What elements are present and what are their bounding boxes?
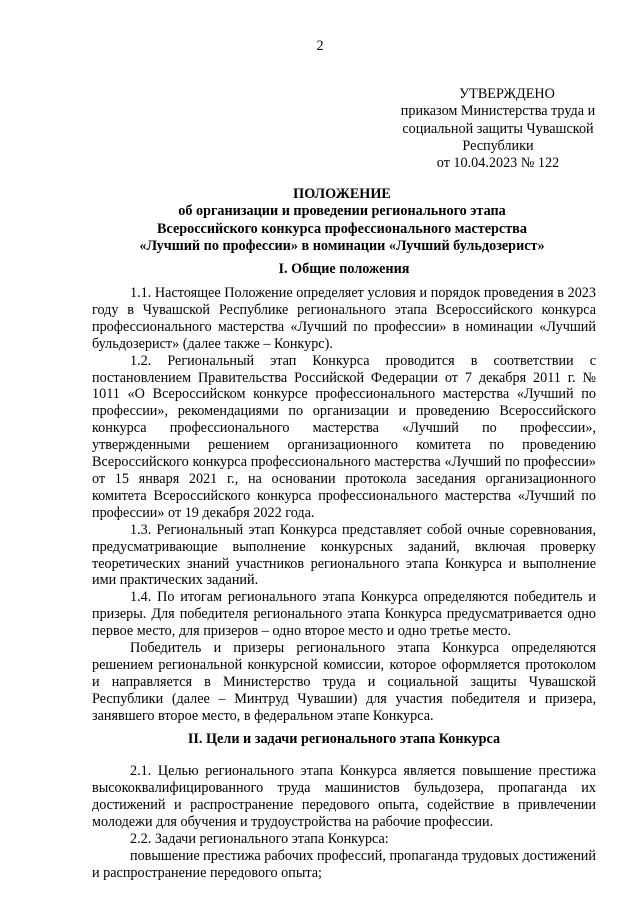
paragraph: 1.1. Настоящее Положение определяет условия и порядок проведения в 2023 году в Чувашской Республике регионального этапа Всероссийского конкурса профессионального мастерства «Лучший по профессии» в номинации «Лучший бульдозерист» (далее также – Конкурс).: [92, 285, 596, 352]
approval-line: социальной защиты Чувашской: [402, 120, 594, 137]
paragraph: 1.2. Региональный этап Конкурса проводится в соответствии с постановлением Правительства Российской Федерации от 7 декабря 2011 г. № 1011 «О Всероссийском конкурсе профессионального мастерства «Лучший по профессии», рекомендациями по организации и проведению Всероссийского конкурса профессионального мастерства «Лучший по профессии», утвержденными решением организационного комитета по проведению Всероссийского конкурса профессионального мастерства «Лучший по профессии» от 15 января 2021 г., на основании протокола заседания организационного комитета Всероссийского конкурса профессионального мастерства «Лучший по профессии» от 19 декабря 2022 года.: [92, 352, 596, 521]
title-line: Всероссийского конкурса профессионального мастерства: [157, 220, 527, 237]
paragraph: 1.3. Региональный этап Конкурса представляет собой очные соревнования, предусматривающие выполнение конкурсных заданий, включая проверку теоретических знаний участников регионального этапа Конкурса и выполнение ими практических заданий.: [92, 521, 596, 589]
paragraph: 2.2. Задачи регионального этапа Конкурса:: [130, 831, 389, 848]
paragraph: 1.4. По итогам регионального этапа Конкурса определяются победитель и призеры. Для победителя регионального этапа Конкурса предусматривается одно первое место, для призеров – одно второе место и одно третье место.: [92, 589, 596, 640]
section-heading: II. Цели и задачи регионального этапа Конкурса: [187, 730, 501, 747]
paragraph: Победитель и призеры регионального этапа Конкурса определяются решением региональной конкурсной комиссии, которое оформляется протоколом и направляется в Министерство труда и социальной защиты Чувашской Республики (далее – Минтруд Чувашии) для участия победителя и призера, занявшего второе место, в федеральном этапе Конкурса.: [92, 640, 596, 724]
approval-date: от 10.04.2023 № 122: [436, 155, 560, 172]
approval-line: Республики: [462, 137, 534, 154]
approval-line: приказом Министерства труда и: [400, 103, 596, 120]
paragraph: 2.1. Целью регионального этапа Конкурса является повышение престижа высококвалифицированного труда машинистов бульдозера, пропаганда их достижений и распространение передового опыта, содействие в привлечении молодежи для обучения и трудоустройства на рабочие профессии.: [92, 763, 596, 831]
section-heading: I. Общие положения: [278, 261, 410, 277]
approval-stamp: [393, 86, 603, 172]
document-body: [92, 285, 596, 882]
title-line: ПОЛОЖЕНИЕ: [293, 186, 391, 202]
page-number: 2: [316, 38, 324, 54]
title-line: «Лучший по профессии» в номинации «Лучший бульдозерист»: [139, 238, 545, 255]
title-line: об организации и проведении регионального этапа: [178, 203, 506, 220]
approval-line: УТВЕРЖДЕНО: [459, 86, 555, 102]
paragraph: повышение престижа рабочих профессий, пропаганда трудовых достижений и распространение передового опыта;: [92, 848, 596, 881]
document-title: [92, 186, 592, 256]
